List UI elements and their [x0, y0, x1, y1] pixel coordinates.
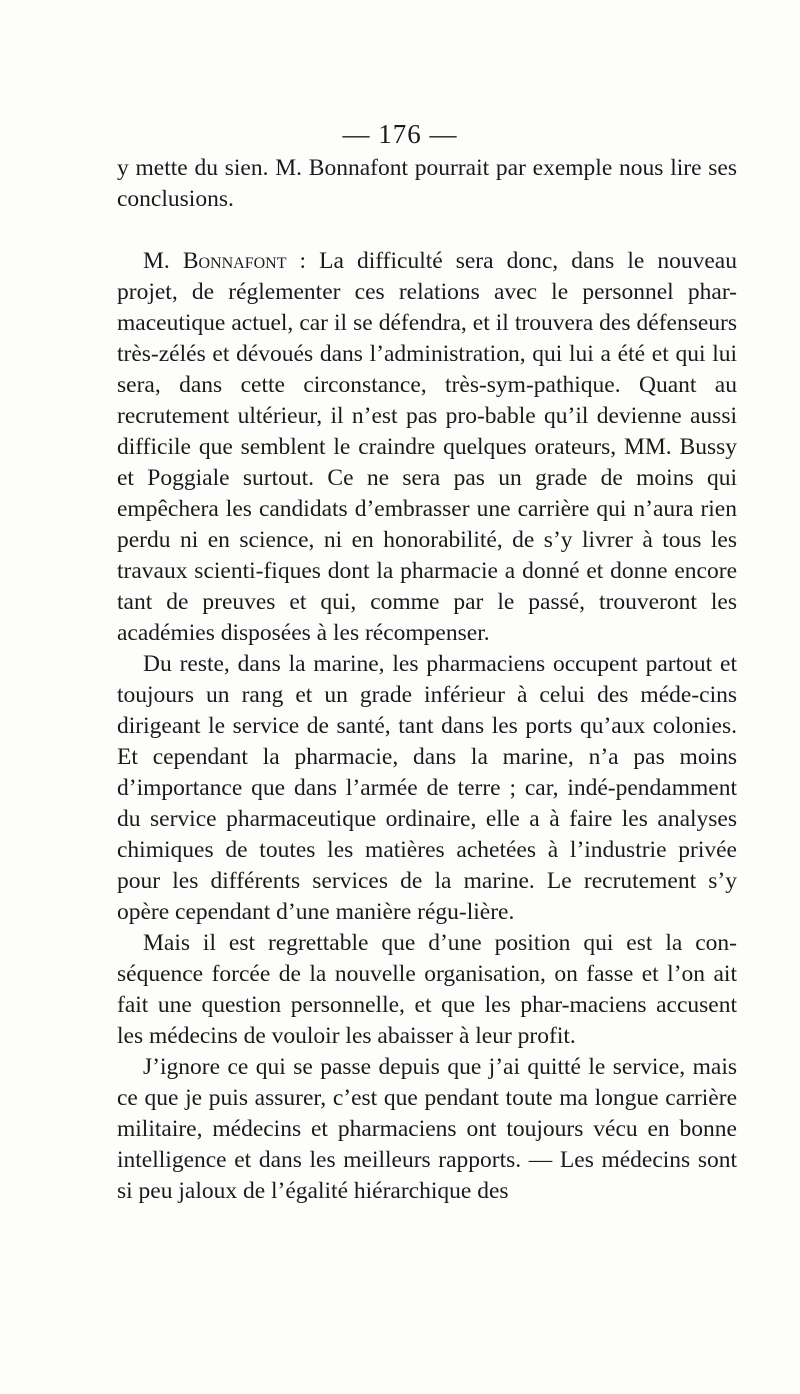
page-number: — 176 — — [342, 119, 458, 149]
paragraph-text: Du reste, dans la marine, les pharmaciens occupent partout et toujours un rang et un grade inférieur à celui des méde-cins dirigeant le service de santé, tant dans les ports qu’aux colonies. Et cependant la pharmacie, dans la marine, n’a pas moins d’importance que dans l’armée de terre ; car, indé-pendamment du service pharmaceutique ordinaire, elle a à faire les analyses chimiques de toutes les matières achetées à l’industrie privée pour les différents services de la marine. Le recrutement s’y opère cependant d’une manière régu-lière. — [117, 651, 737, 925]
paragraph-bonnafont-speech — [117, 246, 737, 649]
paragraph-text: J’ignore ce qui se passe depuis que j’ai quitté le service, mais ce que je puis assurer, c’est que pendant toute ma longue carrière militaire, médecins et pharmaciens ont toujours vécu en bonne intelligence et dans les meilleurs rapports. — Les médecins sont si peu jaloux de l’égalité hiérarchique des — [117, 1054, 737, 1204]
speaker-name: M. Bonnafont — [143, 248, 287, 274]
paragraph-text: : La difficulté sera donc, dans le nouveau projet, de réglementer ces relations avec le personnel phar-maceutique actuel, car il se défendra, et il trouvera des défenseurs très-zélés et dévoués dans l’administration, qui lui a été et qui lui sera, dans cette circonstance, très-sym-pathique. Quant au recrutement ultérieur, il n’est pas pro-bable qu’il devienne aussi difficile que semblent le craindre quelques orateurs, MM. Bussy et Poggiale surtout. Ce ne sera pas un grade de moins qui empêchera les candidats d’embrasser une carrière qui n’aura rien perdu ni en science, ni en honorabilité, de s’y livrer à tous les travaux scienti-fiques dont la pharmacie a donné et donne encore tant de preuves et qui, comme par le passé, trouveront les académies disposées à les récompenser. — [117, 248, 737, 646]
paragraph-continuation — [117, 153, 737, 215]
paragraph-marine — [117, 649, 737, 928]
paragraph-ignore — [117, 1052, 737, 1207]
body-text — [117, 153, 737, 1207]
paragraph-text: Mais il est regrettable que d’une position qui est la con-séquence forcée de la nouvelle organisation, on fasse et l’on ait fait une question personnelle, et que les phar-maciens accusent les médecins de vouloir les abaisser à leur profit. — [117, 930, 737, 1049]
paragraph-text: y mette du sien. M. Bonnafont pourrait par exemple nous lire ses conclusions. — [117, 155, 737, 212]
paragraph-regrettable — [117, 928, 737, 1052]
